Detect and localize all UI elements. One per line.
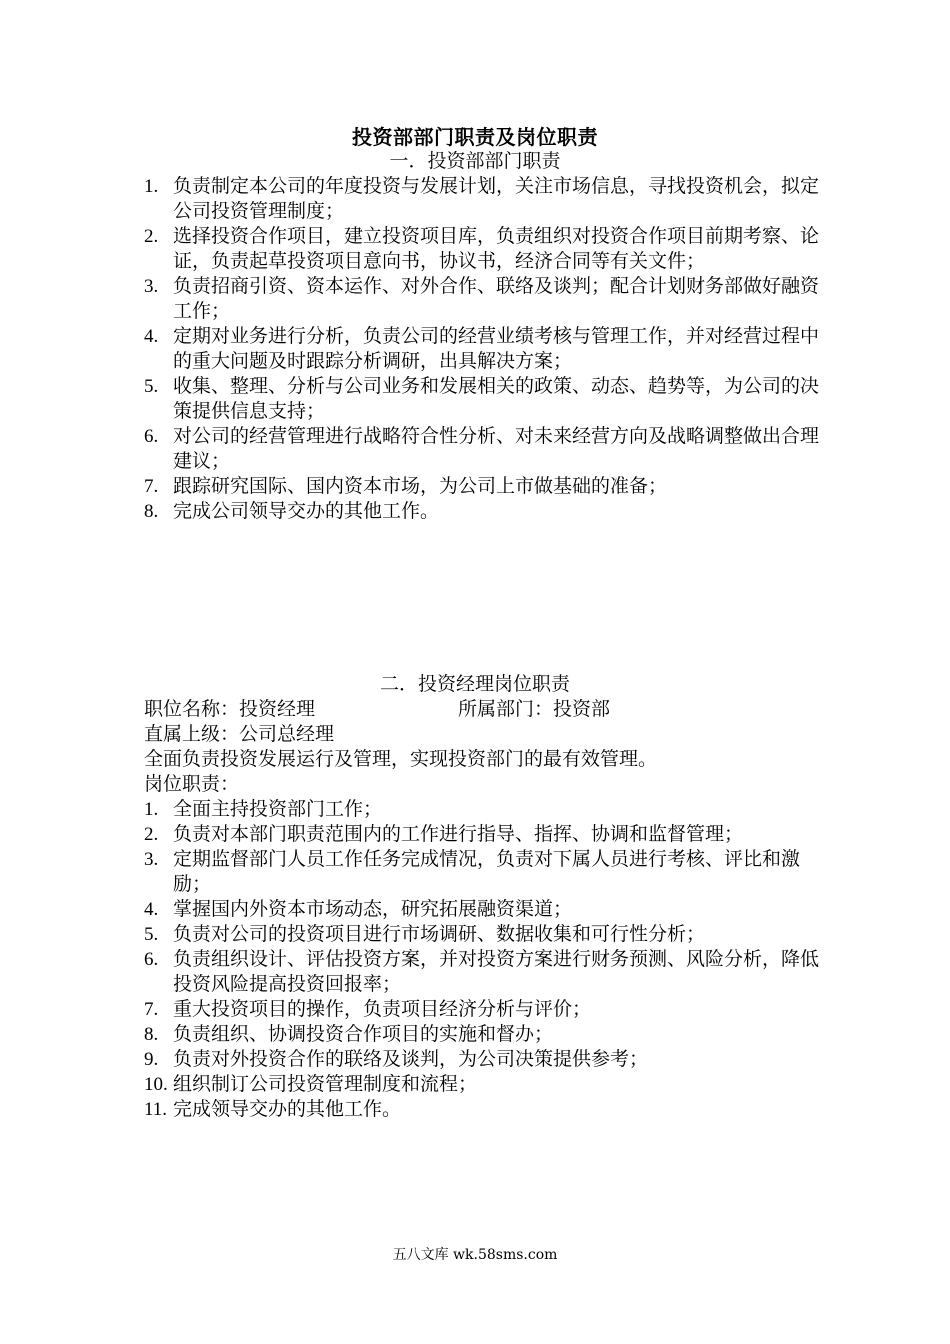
list-item-text: 收集、整理、分析与公司业务和发展相关的政策、动态、趋势等，为公司的决策提供信息支持； [173,375,820,422]
list-item-text: 完成公司领导交办的其他工作。 [173,500,440,522]
direct-superior: 直属上级：公司总经理 [144,723,335,745]
list-item-text: 定期监督部门人员工作任务完成情况，负责对下属人员进行考核、评比和激励； [173,848,801,895]
list-item-number: 7. [144,999,159,1020]
list-item-text: 负责对本部门职责范围内的工作进行指导、指挥、协调和监督管理； [173,823,744,845]
list-item-number: 3. [144,276,159,297]
list-item [144,1047,834,1072]
list-item [144,324,834,374]
list-item-text: 重大投资项目的操作，负责项目经济分析与评价； [173,998,592,1020]
section2-heading: 二．投资经理岗位职责 [379,673,570,695]
list-item-number: 6. [144,949,159,970]
list-item-number: 11. [144,1099,168,1120]
list-item-text: 负责制定本公司的年度投资与发展计划，关注市场信息，寻找投资机会，拟定公司投资管理制度； [173,175,820,222]
list-item-number: 5. [144,376,159,397]
list-item-number: 4. [144,326,159,347]
list-item-text: 负责对外投资合作的联络及谈判，为公司决策提供参考； [173,1048,649,1070]
list-item-text: 组织制订公司投资管理制度和流程； [173,1073,478,1095]
list-item-text: 跟踪研究国际、国内资本市场，为公司上市做基础的准备； [173,475,668,497]
list-item [144,374,834,424]
list-item-number: 5. [144,924,159,945]
list-item-text: 完成领导交办的其他工作。 [173,1098,402,1120]
list-item-text: 掌握国内外资本市场动态，研究拓展融资渠道； [173,898,573,920]
list-item [144,174,834,224]
list-item [144,1072,834,1097]
list-item-text: 负责组织、协调投资合作项目的实施和督办； [173,1023,554,1045]
document-title: 投资部部门职责及岗位职责 [352,125,598,149]
list-item-number: 6. [144,426,159,447]
list-item-text: 定期对业务进行分析，负责公司的经营业绩考核与管理工作，并对经营过程中的重大问题及时跟踪分析调研，出具解决方案； [173,325,820,372]
list-item [144,474,834,499]
list-item [144,897,834,922]
list-item-number: 1. [144,799,159,820]
list-item-number: 7. [144,476,159,497]
position-name: 职位名称：投资经理 [144,698,316,720]
list-item-number: 8. [144,501,159,522]
department-duties-list [144,174,834,524]
list-item [144,997,834,1022]
list-item-number: 8. [144,1024,159,1045]
section1-heading: 一．投资部部门职责 [389,150,561,172]
list-item [144,847,834,897]
list-item-text: 负责招商引资、资本运作、对外合作、联络及谈判；配合计划财务部做好融资工作； [173,275,820,322]
department-name: 所属部门：投资部 [458,698,611,720]
list-item-number: 9. [144,1049,159,1070]
page-footer: 五八文库 wk.58sms.com [392,1247,558,1263]
list-item-number: 2. [144,226,159,247]
list-item-text: 选择投资合作项目，建立投资项目库，负责组织对投资合作项目前期考察、论证，负责起草投资项目意向书，协议书，经济合同等有关文件； [173,225,820,272]
list-item [144,1022,834,1047]
list-item [144,922,834,947]
list-item-text: 负责对公司的投资项目进行市场调研、数据收集和可行性分析； [173,923,706,945]
list-item [144,424,834,474]
list-item-number: 10. [144,1074,168,1095]
list-item-number: 4. [144,899,159,920]
list-item [144,1097,834,1122]
list-item [144,499,834,524]
list-item-number: 3. [144,849,159,870]
list-item [144,797,834,822]
list-item-text: 全面主持投资部门工作； [173,798,383,820]
role-summary: 全面负责投资发展运行及管理，实现投资部门的最有效管理。 [144,748,658,770]
list-item [144,822,834,847]
list-item [144,274,834,324]
list-item [144,224,834,274]
list-item-text: 负责组织设计、评估投资方案，并对投资方案进行财务预测、风险分析，降低投资风险提高投资回报率； [173,948,820,995]
duties-label: 岗位职责： [144,773,240,795]
manager-duties-list [144,797,834,1122]
list-item-number: 2. [144,824,159,845]
list-item [144,947,834,997]
list-item-number: 1. [144,176,159,197]
list-item-text: 对公司的经营管理进行战略符合性分析、对未来经营方向及战略调整做出合理建议； [173,425,820,472]
